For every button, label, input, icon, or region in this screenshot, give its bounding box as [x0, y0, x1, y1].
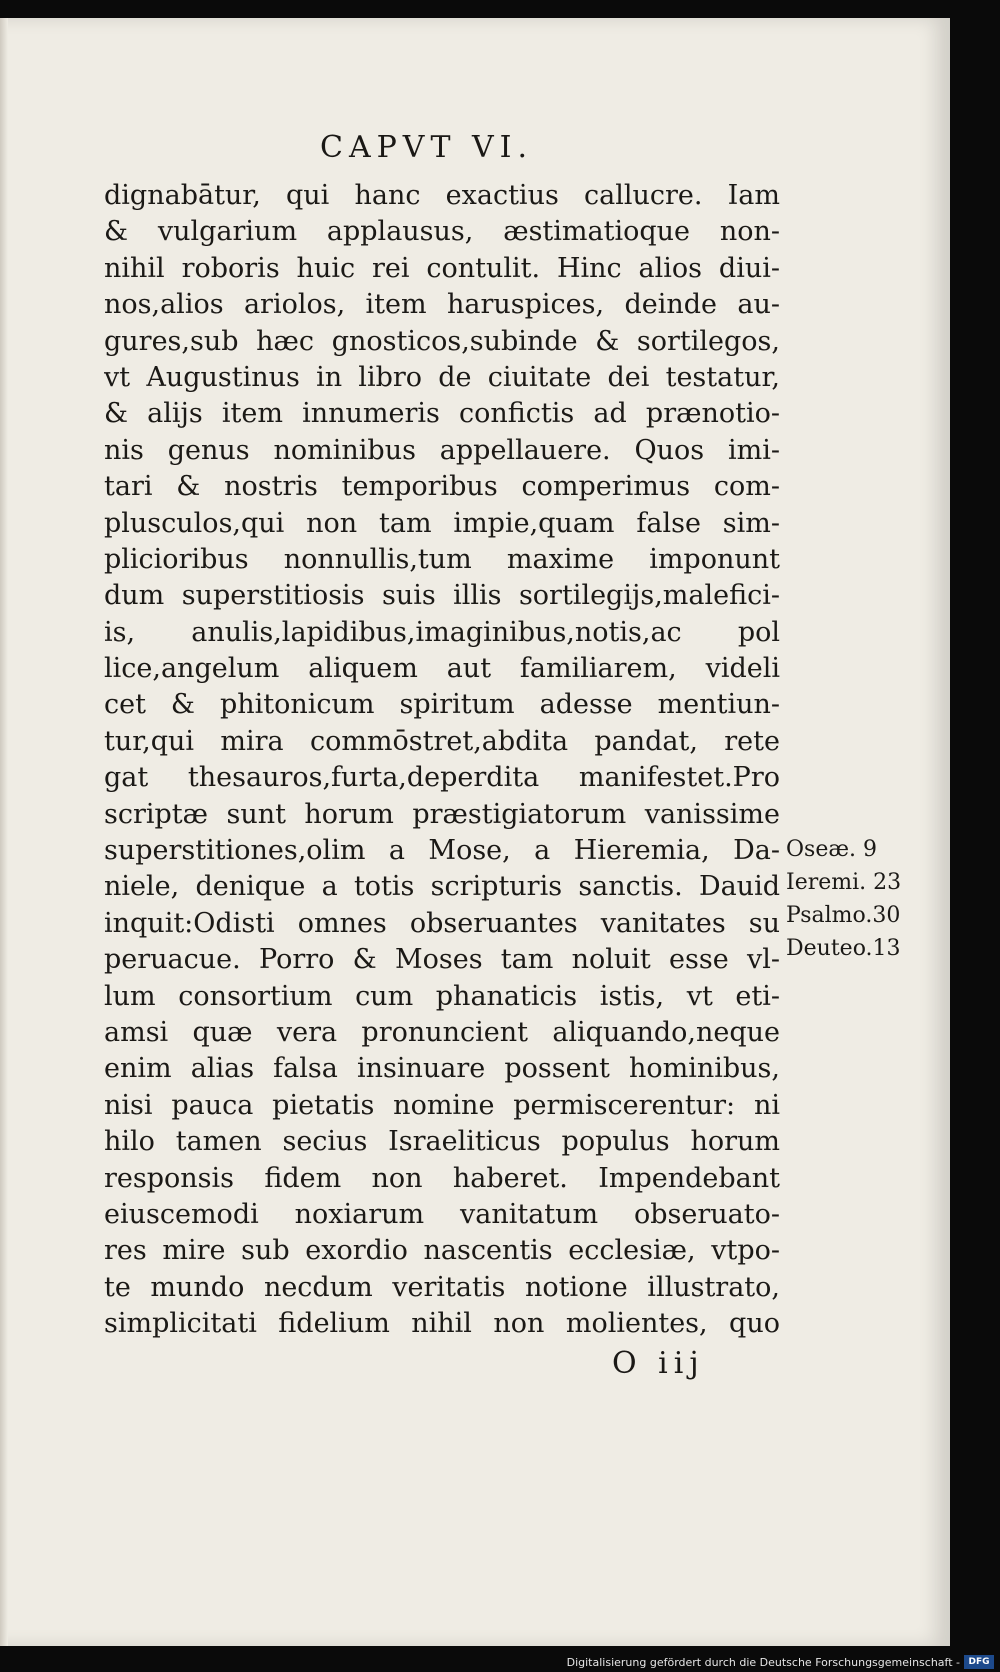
text-line: lum consortium cum phanaticis istis, vt eti- — [104, 980, 780, 1012]
text-line: & alijs item innumeris confictis ad prænotio- — [104, 398, 780, 430]
text-line: hilo tamen secius Israeliticus populus horum — [104, 1126, 780, 1158]
text-line: simplicitati fidelium nihil non molientes, quo — [104, 1308, 780, 1340]
text-line: is, anulis,lapidibus,imaginibus,notis,ac pol — [104, 616, 780, 648]
text-line: scriptæ sunt horum præstigiatorum vanissime — [104, 798, 780, 830]
text-line: vt Augustinus in libro de ciuitate dei testatur, — [104, 361, 780, 393]
text-line: lice,angelum aliquem aut familiarem, videli — [104, 653, 780, 685]
text-line: nos,alios ariolos, item haruspices, deinde au- — [104, 289, 780, 321]
text-line: superstitiones,olim a Mose, a Hieremia, Da- — [104, 835, 780, 867]
text-line: nihil roboris huic rei contulit. Hinc alios diui- — [104, 252, 780, 284]
text-line: amsi quæ vera pronuncient aliquando,neque — [104, 1016, 780, 1048]
book-page — [0, 18, 950, 1646]
text-line: tur,qui mira commōstret,abdita pandat, rete — [104, 725, 780, 757]
text-line: dignabātur, qui hanc exactius callucre. Iam — [104, 180, 780, 211]
text-line: eiuscemodi noxiarum vanitatum obseruato- — [104, 1198, 780, 1230]
text-line: dum superstitiosis suis illis sortilegijs,malefici- — [104, 580, 780, 612]
margin-note: Deuteo.13 — [786, 936, 901, 961]
text-line: responsis fidem non haberet. Impendebant — [104, 1162, 780, 1194]
margin-note: Oseæ. 9 — [786, 837, 878, 862]
text-line: res mire sub exordio nascentis ecclesiæ, vtpo- — [104, 1235, 780, 1267]
text-line: niele, denique a totis scripturis sanctis. Dauid — [104, 871, 780, 903]
text-line: inquit:Odisti omnes obseruantes vanitates su — [104, 907, 780, 939]
text-line: te mundo necdum veritatis notione illustrato, — [104, 1271, 780, 1303]
text-line: tari & nostris temporibus comperimus com- — [104, 471, 780, 503]
body-text — [104, 178, 780, 1343]
margin-note: Ieremi. 23 — [786, 870, 902, 895]
page-edge — [0, 18, 8, 1646]
running-head: CAPVT VI. — [320, 130, 534, 165]
text-line: gures,sub hæc gnosticos,subinde & sortilegos, — [104, 325, 780, 357]
footer-credit: Digitalisierung gefördert durch die Deutsche Forschungsgemeinschaft - — [566, 1656, 960, 1669]
text-line: peruacue. Porro & Moses tam noluit esse vl- — [104, 944, 780, 976]
margin-notes — [786, 833, 936, 965]
text-line: cet & phitonicum spiritum adesse mentiun- — [104, 689, 780, 721]
text-line: gat thesauros,furta,deperdita manifestet.Pro — [104, 762, 780, 794]
text-line: enim alias falsa insinuare possent hominibus, — [104, 1053, 780, 1085]
margin-note: Psalmo.30 — [786, 903, 901, 928]
text-line: plusculos,qui non tam impie,quam false sim- — [104, 507, 780, 539]
text-line: nis genus nominibus appellauere. Quos imi- — [104, 434, 780, 466]
text-line: & vulgarium applausus, æstimatioque non- — [104, 216, 780, 248]
signature-mark: O iij — [612, 1346, 705, 1381]
footer-bar — [0, 1650, 1000, 1672]
dfg-logo-icon: DFG — [964, 1655, 994, 1669]
text-line: nisi pauca pietatis nomine permiscerentur: ni — [104, 1089, 780, 1121]
text-line: plicioribus nonnullis,tum maxime imponunt — [104, 543, 780, 575]
